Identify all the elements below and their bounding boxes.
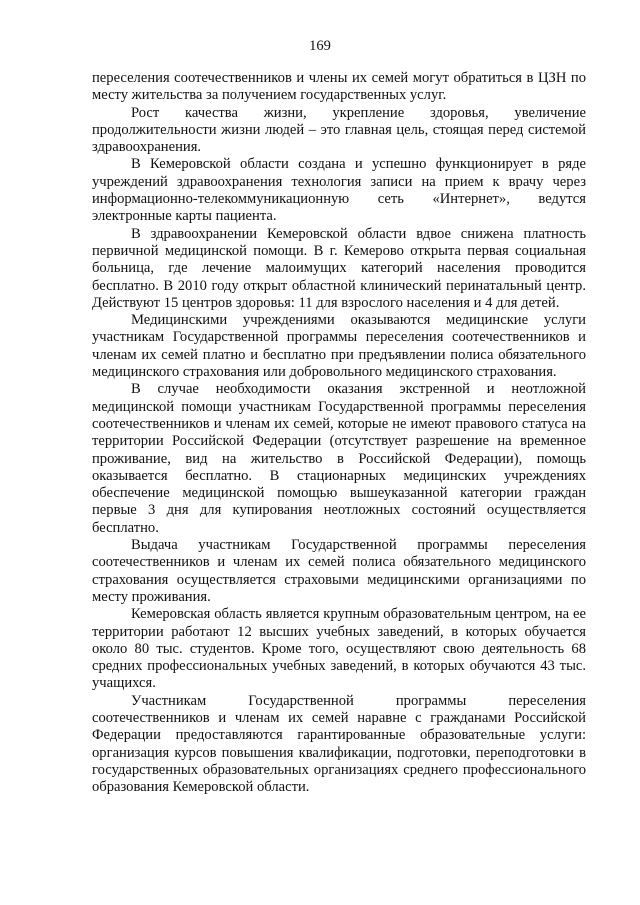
paragraph-online-appointments: В Кемеровской области создана и успешно функционирует в ряде учреждений здравоохранения технология записи на прием к врачу через информационно-телекоммуникационную сеть «Интернет», ведутся электронные карты пациента. [92,156,586,225]
paragraph-medical-services: Медицинскими учреждениями оказываются медицинские услуги участникам Государственной программы переселения соотечественников и членам их семей платно и бесплатно при предъявлении полиса обязательного медицинского страхования или добровольного медицинского страхования. [92,312,586,381]
paragraph-insurance-policy: Выдача участникам Государственной программы переселения соотечественников и членам их семей полиса обязательного медицинского страхования осуществляется страховыми медицинскими организациями по месту проживания. [92,537,586,605]
paragraph-quality-of-life: Рост качества жизни, укрепление здоровья, увеличение продолжительности жизни людей – это главная цель, стоящая перед системой здравоохранения. [92,104,586,156]
document-body [92,70,586,796]
paragraph-primary-care: В здравоохранении Кемеровской области вдвое снижена платность первичной медицинской помощи. В г. Кемерово открыта первая социальная больница, где лечение малоимущих категорий населения проводится бесплатно. В 2010 году открыт областной клинический перинатальный центр. Действуют 15 центров здоровья: 11 для взрослого населения и 4 для детей. [92,225,586,311]
paragraph-education-services: Участникам Государственной программы переселения соотечественников и членам их семей наравне с гражданами Российской Федерации предоставляются гарантированные образовательные услуги: организация курсов повышения квалификации, подготовки, переподготовки в государственных образовательных организациях среднего профессионального образования Кемеровской области. [92,692,586,796]
paragraph-education-center: Кемеровская область является крупным образовательным центром, на ее территории работают 12 высших учебных заведений, в которых обучается около 80 тыс. студентов. Кроме того, осуществляют свою деятельность 68 средних профессиональных учебных заведений, в которых обучаются 43 тыс. учащихся. [92,606,586,692]
paragraph-emergency-care: В случае необходимости оказания экстренной и неотложной медицинской помощи участникам Государственной программы переселения соотечественников и членам их семей, которые не имеют правового статуса на территории Российской Федерации (отсутствует разрешение на временное проживание, вид на жительство в Российской Федерации), помощь оказывается бесплатно. В стационарных медицинских учреждениях обеспечение медицинской помощью вышеуказанной категории граждан первые 3 дня для купирования неотложных состояний осуществляется бесплатно. [92,381,586,536]
paragraph-continuation: переселения соотечественников и члены их семей могут обратиться в ЦЗН по месту жительства за получением государственных услуг. [92,70,586,104]
page-number: 169 [309,38,331,54]
